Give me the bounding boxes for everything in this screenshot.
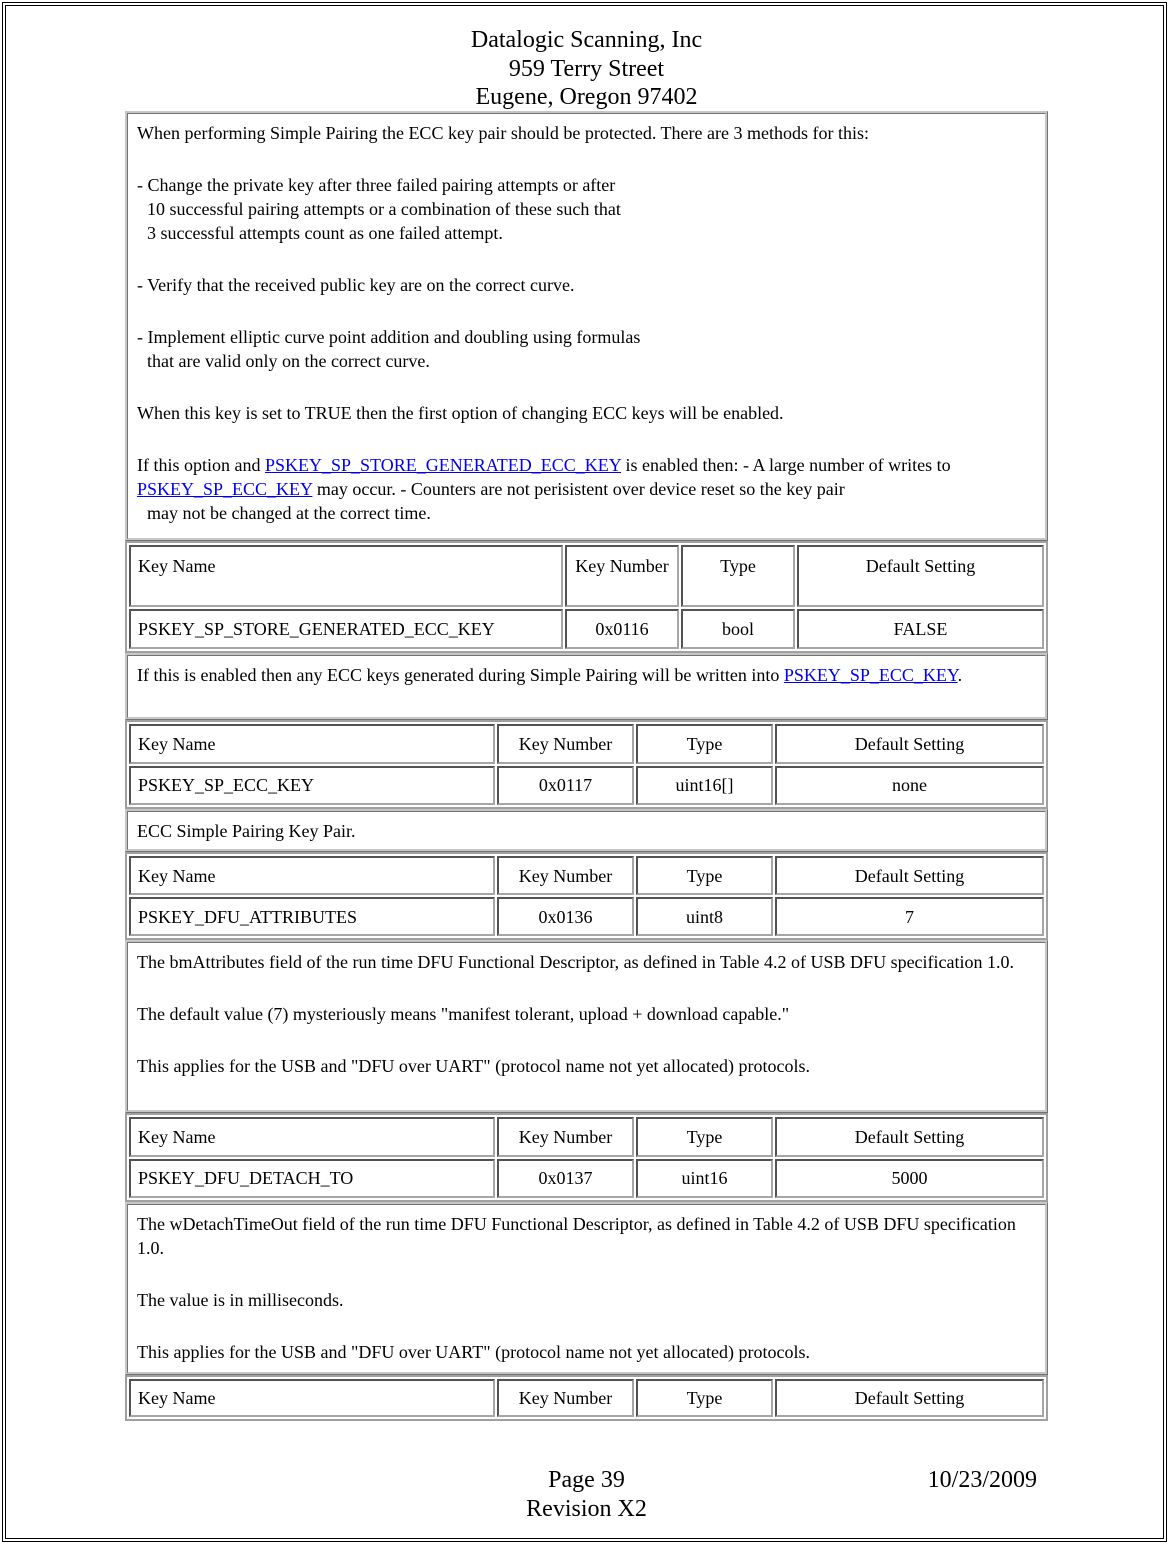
header-default-setting: Default Setting [775, 856, 1044, 895]
paragraph: This applies for the USB and "DFU over UART" (protocol name not yet allocated) protocols. [137, 1056, 810, 1076]
paragraph: When performing Simple Pairing the ECC key pair should be protected. There are 3 methods for this: [137, 123, 869, 143]
text-run: . [957, 665, 963, 685]
text-run: is enabled then: - A large number of writes to [621, 455, 951, 475]
key-table-sp-ecc-key [125, 720, 1048, 809]
key-name-value: PSKEY_SP_ECC_KEY [129, 766, 495, 806]
ecc-protection-description [125, 111, 1048, 541]
default-setting-value: FALSE [797, 609, 1044, 649]
page-number: Page 39 [548, 1467, 625, 1493]
paragraph: The default value (7) mysteriously means "manifest tolerant, upload + download capable." [137, 1004, 790, 1024]
header-type: Type [681, 545, 795, 607]
header-key-name: Key Name [129, 724, 495, 764]
key-number-value: 0x0137 [497, 1159, 634, 1199]
paragraph: The wDetachTimeOut field of the run time DFU Functional Descriptor, as defined in Table 4.2 of USB DFU specification 1.0. [137, 1214, 1016, 1258]
key-table-dfu-attributes [125, 852, 1048, 940]
default-setting-value: none [775, 766, 1044, 806]
key-number-value: 0x0117 [497, 766, 634, 806]
link-pskey-sp-ecc-key[interactable]: PSKEY_SP_ECC_KEY [137, 479, 313, 499]
header-type: Type [636, 856, 773, 895]
header-key-name: Key Name [129, 1379, 495, 1417]
street-address: 959 Terry Street [508, 55, 665, 82]
text-line: 10 successful pairing attempts or a combination of these such that [147, 199, 621, 219]
key-name-value: PSKEY_DFU_ATTRIBUTES [129, 897, 495, 936]
paragraph: The bmAttributes field of the run time DFU Functional Descriptor, as defined in Table 4.2 of USB DFU specification 1.0. [137, 952, 1015, 972]
header-default-setting: Default Setting [775, 1117, 1044, 1157]
link-pskey-sp-store-generated-ecc-key[interactable]: PSKEY_SP_STORE_GENERATED_ECC_KEY [265, 455, 622, 475]
dfu-detach-description [125, 1202, 1048, 1375]
text-run: If this option and [137, 455, 265, 475]
text-run: may occur. - Counters are not perisistent over device reset so the key pair [312, 479, 845, 499]
header-default-setting: Default Setting [775, 724, 1044, 764]
header-key-number: Key Number [497, 724, 634, 764]
header-type: Type [636, 1117, 773, 1157]
header-key-name: Key Name [129, 545, 563, 607]
paragraph [137, 663, 1037, 687]
text-run: If this is enabled then any ECC keys generated during Simple Pairing will be written into [137, 665, 784, 685]
paragraph: - Verify that the received public key are on the correct curve. [137, 275, 575, 295]
link-pskey-sp-ecc-key[interactable]: PSKEY_SP_ECC_KEY [783, 665, 958, 685]
header-key-name: Key Name [129, 856, 495, 895]
header-default-setting: Default Setting [775, 1379, 1044, 1417]
paragraph: When this key is set to TRUE then the first option of changing ECC keys will be enabled. [137, 403, 784, 423]
key-name-value: PSKEY_SP_STORE_GENERATED_ECC_KEY [129, 609, 563, 649]
footer-date: 10/23/2009 [927, 1467, 1037, 1493]
text-line: 3 successful attempts count as one failed attempt. [147, 223, 503, 243]
key-table-next [125, 1375, 1048, 1421]
paragraph: This applies for the USB and "DFU over UART" (protocol name not yet allocated) protocols. [137, 1342, 810, 1362]
paragraph: The value is in milliseconds. [137, 1290, 344, 1310]
default-setting-value: 7 [775, 897, 1044, 936]
header-key-number: Key Number [497, 1379, 634, 1417]
key-table-dfu-detach-to [125, 1113, 1048, 1202]
type-value: uint16 [636, 1159, 773, 1199]
city-state-zip: Eugene, Oregon 97402 [475, 84, 698, 110]
header-key-number: Key Number [497, 856, 634, 895]
page-header [0, 26, 1173, 112]
dfu-attributes-description [125, 940, 1048, 1113]
header-default-setting: Default Setting [797, 545, 1044, 607]
company-name: Datalogic Scanning, Inc [470, 27, 703, 53]
paragraph [137, 173, 1037, 245]
key-name-value: PSKEY_DFU_DETACH_TO [129, 1159, 495, 1199]
text-line: that are valid only on the correct curve. [147, 351, 430, 371]
type-value: bool [681, 609, 795, 649]
header-key-number: Key Number [565, 545, 679, 607]
header-key-number: Key Number [497, 1117, 634, 1157]
text-line: may not be changed at the correct time. [147, 503, 431, 523]
paragraph: ECC Simple Pairing Key Pair. [137, 821, 356, 841]
key-number-value: 0x0136 [497, 897, 634, 936]
type-value: uint8 [636, 897, 773, 936]
ecc-key-pair-description [125, 809, 1048, 852]
text-line: - Implement elliptic curve point addition and doubling using formulas [137, 327, 641, 347]
header-type: Type [636, 1379, 773, 1417]
text-line: - Change the private key after three failed pairing attempts or after [137, 175, 616, 195]
header-type: Type [636, 724, 773, 764]
header-key-name: Key Name [129, 1117, 495, 1157]
paragraph [137, 453, 1037, 525]
key-table-sp-store-generated-ecc-key [125, 541, 1048, 653]
default-setting-value: 5000 [775, 1159, 1044, 1199]
revision: Revision X2 [526, 1496, 647, 1522]
type-value: uint16[] [636, 766, 773, 806]
key-number-value: 0x0116 [565, 609, 679, 649]
paragraph [137, 325, 1037, 373]
store-ecc-key-description [125, 653, 1048, 720]
